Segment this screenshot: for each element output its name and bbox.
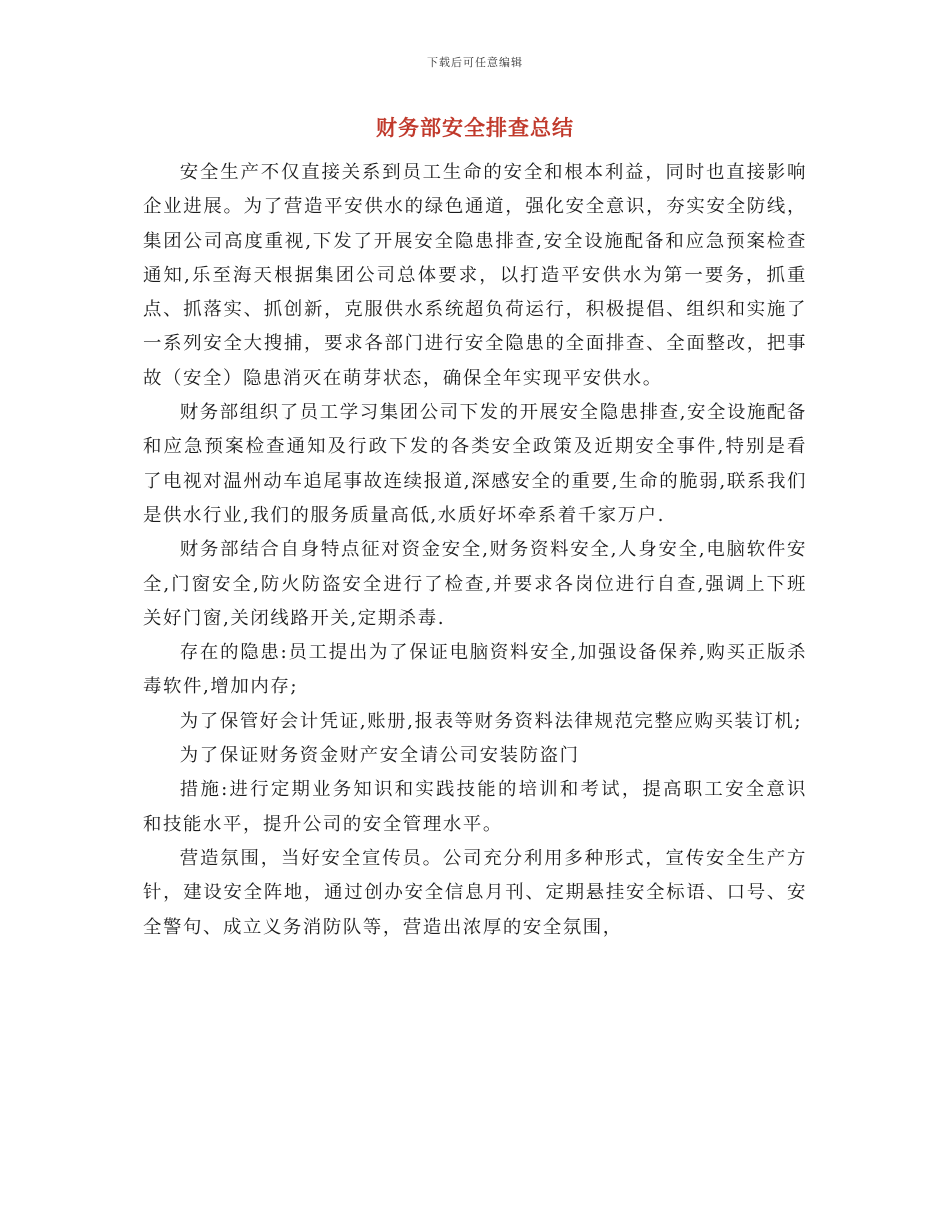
header-note: 下载后可任意编辑 bbox=[427, 56, 523, 69]
document-title: 财务部安全排查总结 bbox=[376, 115, 574, 140]
paragraph-measures: 措施:进行定期业务知识和实践技能的培训和考试，提高职工安全意识和技能水平，提升公司的安全管理水平。 bbox=[143, 779, 807, 835]
paragraph-study: 财务部组织了员工学习集团公司下发的开展安全隐患排查,安全设施配备和应急预案检查通知及行政下发的各类安全政策及近期安全事件,特别是看了电视对温州动车追尾事故连续报道,深感安全的重要,生命的脆弱,联系我们是供水行业,我们的服务质量高低,水质好坏牵系着千家万户. bbox=[143, 402, 807, 526]
paragraph-security-door: 为了保证财务资金财产安全请公司安装防盗门 bbox=[179, 745, 580, 767]
paragraph-atmosphere: 营造氛围，当好安全宣传员。公司充分利用多种形式，宣传安全生产方针，建设安全阵地，通过创办安全信息月刊、定期悬挂安全标语、口号、安全警句、成立义务消防队等，营造出浓厚的安全氛围， bbox=[143, 847, 807, 938]
paragraph-intro: 安全生产不仅直接关系到员工生命的安全和根本利益，同时也直接影响企业进展。为了营造平安供水的绿色通道，强化安全意识，夯实安全防线，集团公司高度重视,下发了开展安全隐患排查,安全设施配备和应急预案检查通知,乐至海天根据集团公司总体要求，以打造平安供水为第一要务，抓重点、抓落实、抓创新，克服供水系统超负荷运行，积极提倡、组织和实施了一系列安全大搜捕，要求各部门进行安全隐患的全面排查、全面整改，把事故（安全）隐患消灭在萌芽状态，确保全年实现平安供水。 bbox=[143, 162, 807, 389]
document-body bbox=[143, 156, 807, 945]
paragraph-inspection: 财务部结合自身特点征对资金安全,财务资料安全,人身安全,电脑软件安全,门窗安全,防火防盗安全进行了检查,并要求各岗位进行自查,强调上下班关好门窗,关闭线路开关,定期杀毒. bbox=[143, 539, 807, 629]
paragraph-binding-machine: 为了保管好会计凭证,账册,报表等财务资料法律规范完整应购买装订机; bbox=[179, 710, 803, 732]
paragraph-hazards: 存在的隐患:员工提出为了保证电脑资料安全,加强设备保养,购买正版杀毒软件,增加内存; bbox=[143, 642, 807, 698]
